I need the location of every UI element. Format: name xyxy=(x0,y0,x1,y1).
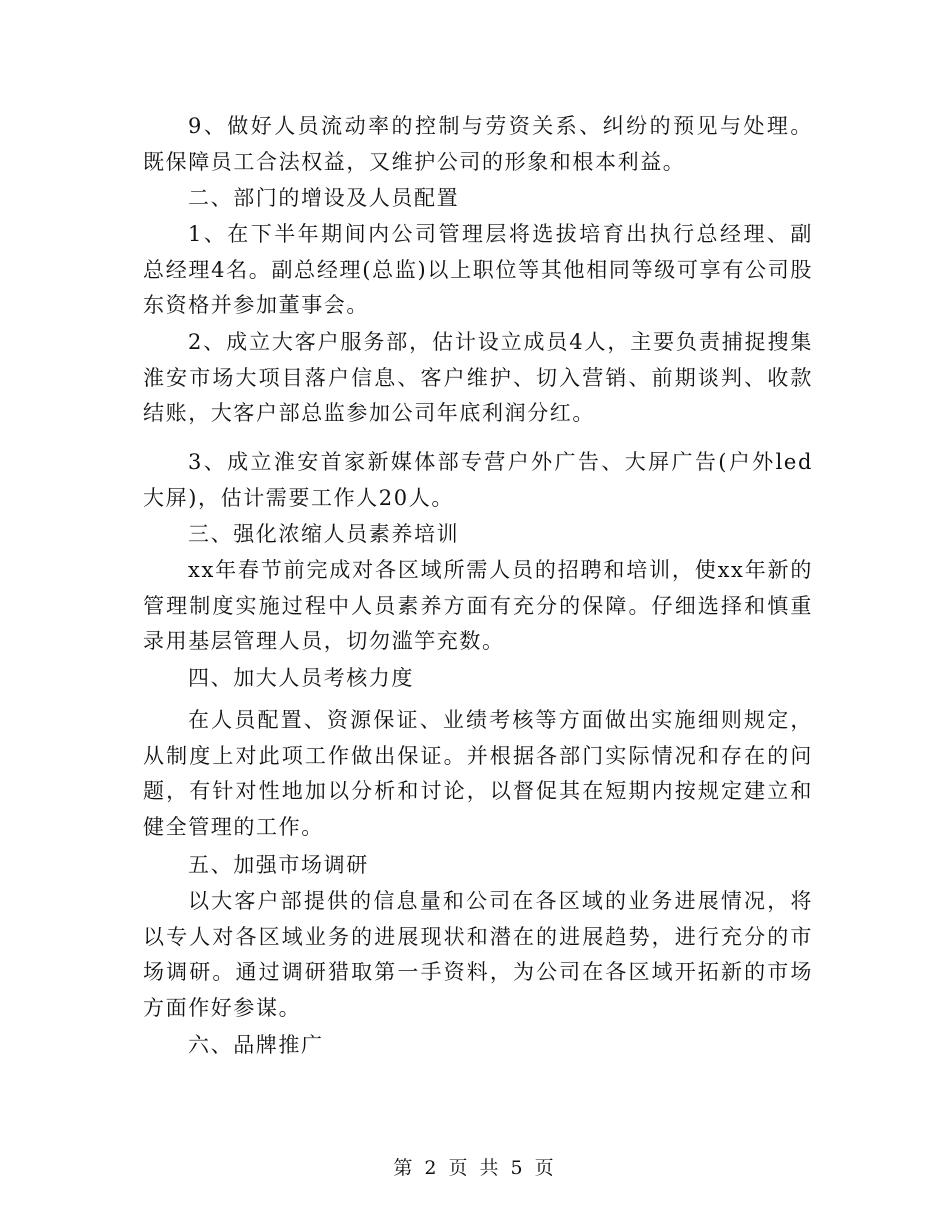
paragraph-training: xx年春节前完成对各区域所需人员的招聘和培训，使xx年新的管理制度实施过程中人员素养方面有充分的保障。仔细选择和慎重录用基层管理人员，切勿滥竽充数。 xyxy=(143,558,813,653)
paragraph-item-3: 3、成立淮安首家新媒体部专营户外广告、大屏广告(户外led大屏)，估计需要工作人20人。 xyxy=(143,450,813,510)
paragraph-item-1: 1、在下半年期间内公司管理层将选拔培育出执行总经理、副总经理4名。副总经理(总监)以上职位等其他相同等级可享有公司股东资格并参加董事会。 xyxy=(143,222,813,317)
page-footer: 第 2 页 共 5 页 xyxy=(393,1157,557,1179)
paragraph-assessment: 在人员配置、资源保证、业绩考核等方面做出实施细则规定，从制度上对此项工作做出保证。并根据各部门实际情况和存在的问题，有针对性地加以分析和讨论，以督促其在短期内按规定建立和健全管理的工作。 xyxy=(143,708,813,839)
section-heading-4: 四、加大人员考核力度 xyxy=(188,666,414,690)
paragraph-item-2: 2、成立大客户服务部，估计设立成员4人，主要负责捕捉搜集淮安市场大项目落户信息、客户维护、切入营销、前期谈判、收款结账，大客户部总监参加公司年底利润分红。 xyxy=(143,330,813,425)
section-heading-5: 五、加强市场调研 xyxy=(188,853,369,877)
section-heading-3: 三、强化浓缩人员素养培训 xyxy=(188,522,460,546)
paragraph-market-research: 以大客户部提供的信息量和公司在各区域的业务进展情况，将以专人对各区域业务的进展现状和潜在的进展趋势，进行充分的市场调研。通过调研猎取第一手资料，为公司在各区域开拓新的市场方面作好参谋。 xyxy=(143,889,813,1020)
paragraph-item-9: 9、做好人员流动率的控制与劳资关系、纠纷的预见与处理。既保障员工合法权益，又维护公司的形象和根本利益。 xyxy=(143,114,813,174)
section-heading-6: 六、品牌推广 xyxy=(188,1033,324,1057)
section-heading-2: 二、部门的增设及人员配置 xyxy=(188,186,460,210)
